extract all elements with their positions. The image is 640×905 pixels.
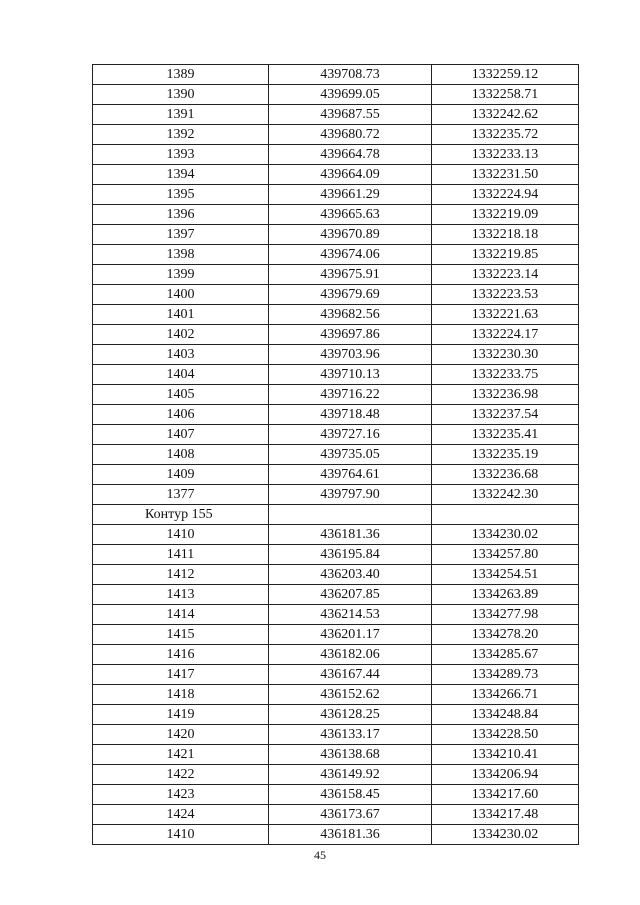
table-row <box>93 365 579 385</box>
y-coordinate-cell: 1334210.41 <box>432 745 579 765</box>
y-coordinate-cell: 1334254.51 <box>432 565 579 585</box>
x-coordinate-cell: 439675.91 <box>269 265 432 285</box>
table-row <box>93 325 579 345</box>
x-coordinate-cell: 436207.85 <box>269 585 432 605</box>
y-coordinate-cell: 1332258.71 <box>432 85 579 105</box>
y-coordinate-cell: 1334278.20 <box>432 625 579 645</box>
point-number-cell: 1397 <box>93 225 269 245</box>
y-coordinate-cell: 1332235.72 <box>432 125 579 145</box>
x-coordinate-cell: 439764.61 <box>269 465 432 485</box>
point-number-cell: 1398 <box>93 245 269 265</box>
y-coordinate-cell: 1332233.75 <box>432 365 579 385</box>
table-row <box>93 805 579 825</box>
point-number-cell: 1406 <box>93 405 269 425</box>
point-number-cell: 1401 <box>93 305 269 325</box>
table-row <box>93 545 579 565</box>
table-row <box>93 65 579 85</box>
point-number-cell: 1422 <box>93 765 269 785</box>
y-coordinate-cell: 1332236.68 <box>432 465 579 485</box>
y-coordinate-cell: 1332223.14 <box>432 265 579 285</box>
point-number-cell: 1391 <box>93 105 269 125</box>
point-number-cell: 1396 <box>93 205 269 225</box>
table-row <box>93 285 579 305</box>
table-row <box>93 445 579 465</box>
table-row <box>93 625 579 645</box>
y-coordinate-cell: 1334285.67 <box>432 645 579 665</box>
x-coordinate-cell: 439710.13 <box>269 365 432 385</box>
x-coordinate-cell: 439727.16 <box>269 425 432 445</box>
y-coordinate-cell: 1332230.30 <box>432 345 579 365</box>
table-row <box>93 165 579 185</box>
y-coordinate-cell: 1334289.73 <box>432 665 579 685</box>
x-coordinate-cell: 436128.25 <box>269 705 432 725</box>
x-coordinate-cell: 439703.96 <box>269 345 432 365</box>
x-coordinate-cell: 436167.44 <box>269 665 432 685</box>
table-row <box>93 665 579 685</box>
x-coordinate-cell: 436158.45 <box>269 785 432 805</box>
contour-header-row <box>93 505 579 525</box>
table-row <box>93 305 579 325</box>
x-coordinate-cell: 436201.17 <box>269 625 432 645</box>
x-coordinate-cell: 439680.72 <box>269 125 432 145</box>
y-coordinate-cell: 1332224.94 <box>432 185 579 205</box>
x-coordinate-cell: 439797.90 <box>269 485 432 505</box>
table-row <box>93 485 579 505</box>
table-row <box>93 725 579 745</box>
x-coordinate-cell: 439687.55 <box>269 105 432 125</box>
x-coordinate-cell: 439674.06 <box>269 245 432 265</box>
y-coordinate-cell: 1334248.84 <box>432 705 579 725</box>
point-number-cell: 1404 <box>93 365 269 385</box>
y-coordinate-cell: 1332223.53 <box>432 285 579 305</box>
point-number-cell: 1393 <box>93 145 269 165</box>
table-row <box>93 645 579 665</box>
table-row <box>93 525 579 545</box>
table-row <box>93 85 579 105</box>
table-row <box>93 345 579 365</box>
y-coordinate-cell: 1334230.02 <box>432 525 579 545</box>
y-coordinate-cell: 1334228.50 <box>432 725 579 745</box>
x-coordinate-cell: 439679.69 <box>269 285 432 305</box>
table-row <box>93 765 579 785</box>
y-coordinate-cell: 1334277.98 <box>432 605 579 625</box>
x-coordinate-cell: 439664.09 <box>269 165 432 185</box>
y-coordinate-cell: 1332235.19 <box>432 445 579 465</box>
point-number-cell: 1390 <box>93 85 269 105</box>
point-number-cell: 1415 <box>93 625 269 645</box>
y-coordinate-cell: 1332231.50 <box>432 165 579 185</box>
y-coordinate-cell: 1332235.41 <box>432 425 579 445</box>
y-coordinate-cell: 1332224.17 <box>432 325 579 345</box>
point-number-cell: 1419 <box>93 705 269 725</box>
table-row <box>93 605 579 625</box>
y-coordinate-cell: 1334263.89 <box>432 585 579 605</box>
point-number-cell: 1410 <box>93 525 269 545</box>
y-coordinate-cell: 1332237.54 <box>432 405 579 425</box>
table-row <box>93 685 579 705</box>
x-coordinate-cell: 436149.92 <box>269 765 432 785</box>
x-coordinate-cell: 439699.05 <box>269 85 432 105</box>
table-row <box>93 185 579 205</box>
empty-cell <box>269 505 432 525</box>
point-number-cell: 1400 <box>93 285 269 305</box>
x-coordinate-cell: 436138.68 <box>269 745 432 765</box>
table-row <box>93 565 579 585</box>
point-number-cell: 1407 <box>93 425 269 445</box>
x-coordinate-cell: 439661.29 <box>269 185 432 205</box>
table-row <box>93 705 579 725</box>
x-coordinate-cell: 439735.05 <box>269 445 432 465</box>
page-number: 45 <box>314 848 326 862</box>
y-coordinate-cell: 1332242.62 <box>432 105 579 125</box>
point-number-cell: 1424 <box>93 805 269 825</box>
x-coordinate-cell: 436133.17 <box>269 725 432 745</box>
point-number-cell: 1413 <box>93 585 269 605</box>
point-number-cell: 1392 <box>93 125 269 145</box>
point-number-cell: 1405 <box>93 385 269 405</box>
x-coordinate-cell: 439718.48 <box>269 405 432 425</box>
x-coordinate-cell: 436214.53 <box>269 605 432 625</box>
point-number-cell: 1403 <box>93 345 269 365</box>
x-coordinate-cell: 439665.63 <box>269 205 432 225</box>
point-number-cell: 1416 <box>93 645 269 665</box>
table-row <box>93 465 579 485</box>
x-coordinate-cell: 439670.89 <box>269 225 432 245</box>
point-number-cell: 1399 <box>93 265 269 285</box>
table-row <box>93 405 579 425</box>
point-number-cell: 1395 <box>93 185 269 205</box>
point-number-cell: 1423 <box>93 785 269 805</box>
y-coordinate-cell: 1334257.80 <box>432 545 579 565</box>
y-coordinate-cell: 1332259.12 <box>432 65 579 85</box>
y-coordinate-cell: 1334206.94 <box>432 765 579 785</box>
point-number-cell: 1418 <box>93 685 269 705</box>
y-coordinate-cell: 1334217.48 <box>432 805 579 825</box>
point-number-cell: 1408 <box>93 445 269 465</box>
point-number-cell: 1389 <box>93 65 269 85</box>
x-coordinate-cell: 436203.40 <box>269 565 432 585</box>
table-row <box>93 745 579 765</box>
y-coordinate-cell: 1332233.13 <box>432 145 579 165</box>
x-coordinate-cell: 436181.36 <box>269 525 432 545</box>
x-coordinate-cell: 439682.56 <box>269 305 432 325</box>
x-coordinate-cell: 436182.06 <box>269 645 432 665</box>
y-coordinate-cell: 1334230.02 <box>432 825 579 845</box>
table-row <box>93 145 579 165</box>
y-coordinate-cell: 1332218.18 <box>432 225 579 245</box>
point-number-cell: 1412 <box>93 565 269 585</box>
table-row <box>93 265 579 285</box>
table-row <box>93 205 579 225</box>
y-coordinate-cell: 1332236.98 <box>432 385 579 405</box>
x-coordinate-cell: 439716.22 <box>269 385 432 405</box>
x-coordinate-cell: 439664.78 <box>269 145 432 165</box>
y-coordinate-cell: 1332219.09 <box>432 205 579 225</box>
point-number-cell: 1414 <box>93 605 269 625</box>
point-number-cell: 1417 <box>93 665 269 685</box>
point-number-cell: 1410 <box>93 825 269 845</box>
y-coordinate-cell: 1332242.30 <box>432 485 579 505</box>
y-coordinate-cell: 1332219.85 <box>432 245 579 265</box>
x-coordinate-cell: 436181.36 <box>269 825 432 845</box>
y-coordinate-cell: 1334266.71 <box>432 685 579 705</box>
table-row <box>93 825 579 845</box>
point-number-cell: 1402 <box>93 325 269 345</box>
empty-cell <box>432 505 579 525</box>
point-number-cell: 1411 <box>93 545 269 565</box>
table-row <box>93 125 579 145</box>
x-coordinate-cell: 439708.73 <box>269 65 432 85</box>
point-number-cell: 1377 <box>93 485 269 505</box>
table-row <box>93 105 579 125</box>
x-coordinate-cell: 436195.84 <box>269 545 432 565</box>
contour-label: Контур 155 <box>93 505 269 525</box>
table-row <box>93 425 579 445</box>
point-number-cell: 1421 <box>93 745 269 765</box>
coordinates-table <box>92 64 579 845</box>
x-coordinate-cell: 436152.62 <box>269 685 432 705</box>
y-coordinate-cell: 1334217.60 <box>432 785 579 805</box>
point-number-cell: 1420 <box>93 725 269 745</box>
point-number-cell: 1394 <box>93 165 269 185</box>
table-row <box>93 245 579 265</box>
table-row <box>93 385 579 405</box>
x-coordinate-cell: 436173.67 <box>269 805 432 825</box>
point-number-cell: 1409 <box>93 465 269 485</box>
table-row <box>93 225 579 245</box>
coordinates-table-body <box>93 65 579 845</box>
table-row <box>93 785 579 805</box>
y-coordinate-cell: 1332221.63 <box>432 305 579 325</box>
table-row <box>93 585 579 605</box>
x-coordinate-cell: 439697.86 <box>269 325 432 345</box>
